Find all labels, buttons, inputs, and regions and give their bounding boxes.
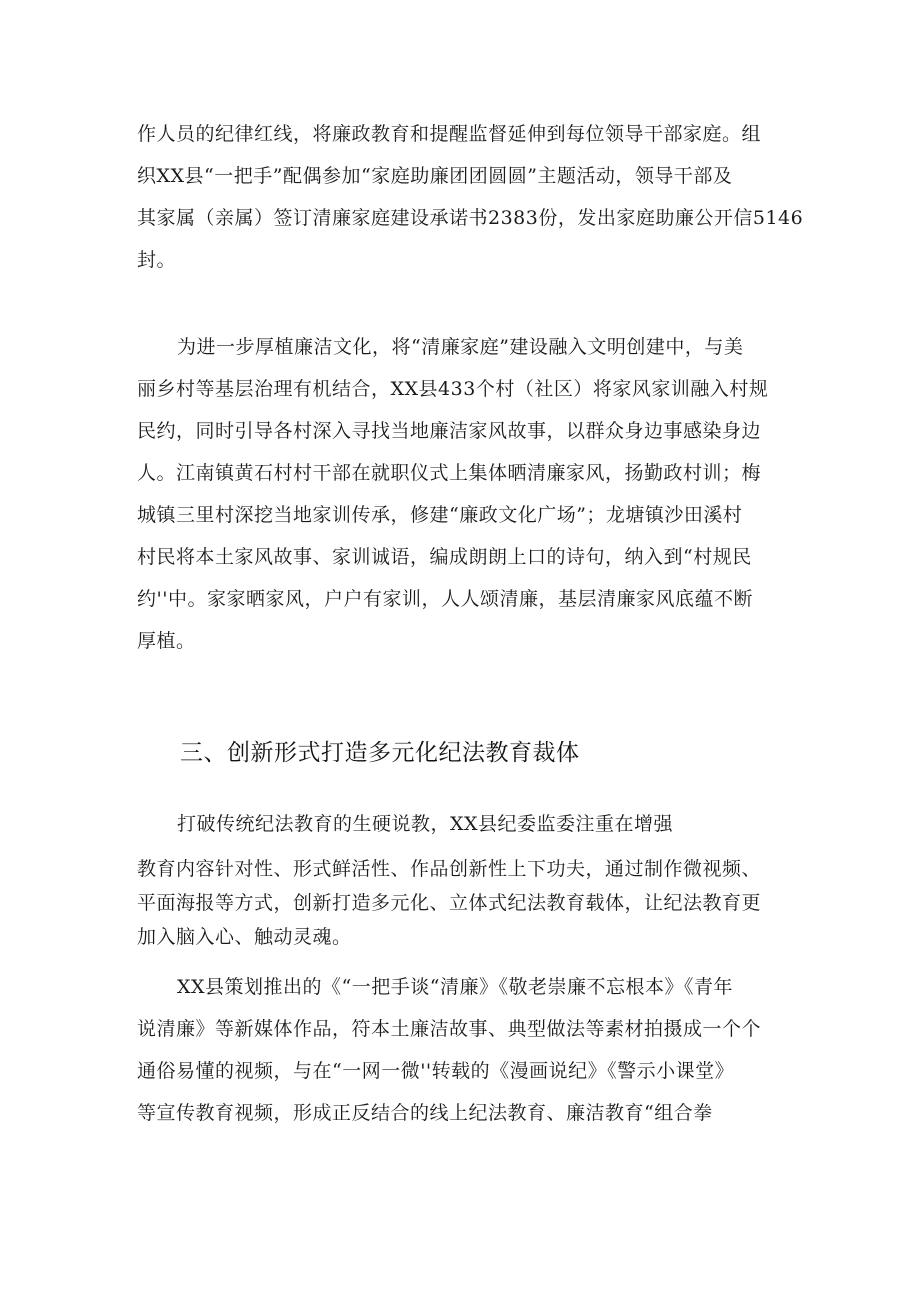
text-line: 厚植。	[137, 630, 196, 652]
text-line: 人。江南镇黄石村村干部在就职仪式上集体晒清廉家风，扬勤政村训；梅	[137, 462, 762, 484]
paragraph-new-media	[137, 966, 787, 1134]
text-line: 教育内容针对性、形式鲜活性、作品创新性上下功夫，通过制作微视频、	[137, 858, 762, 880]
text-line: 为进一步厚植廉洁文化，将“清廉家庭”建设融入文明创建中，与美	[177, 336, 744, 358]
text-line: 平面海报等方式，创新打造多元化、立体式纪法教育载体，让纪法教育更	[137, 892, 762, 914]
text-line: 其家属（亲属）签订清廉家庭建设承诺书2383份，发出家庭助廉公开信5146	[137, 207, 804, 229]
text-line: 丽乡村等基层治理有机结合，XX县433个村（社区）将家风家训融入村规	[137, 378, 769, 400]
text-line: 通俗易懂的视频，与在“一网一微''转载的《漫画说纪》《警示小课堂》	[137, 1060, 735, 1082]
text-line: 说清廉》等新媒体作品，符本土廉洁故事、典型做法等素材拍摄成一个个	[137, 1018, 762, 1040]
text-line: 等宣传教育视频，形成正反结合的线上纪法教育、廉洁教育“组合拳	[137, 1102, 713, 1124]
text-line: 民约，同时引导各村深入寻找当地廉洁家风故事，以群众身边事感染身边	[137, 420, 762, 442]
text-line: 打破传统纪法教育的生硬说教，XX县纪委监委注重在增强	[177, 813, 674, 835]
text-line: 作人员的纪律红线，将廉政教育和提醒监督延伸到每位领导干部家庭。组	[137, 123, 762, 145]
text-line: 封。	[137, 249, 177, 271]
paragraph-clean-culture	[137, 326, 787, 662]
text-line: 加入脑入心、触动灵魂。	[137, 926, 352, 948]
paragraph-education-intro	[137, 803, 787, 845]
text-line: 约''中。家家晒家风，户户有家训，人人颂清廉，基层清廉家风底蕴不断	[137, 588, 753, 610]
text-line: 织XX县“一把手”配偶参加“家庭助廉团团圆圆”主题活动，领导干部及	[137, 165, 733, 187]
paragraph-education-body	[137, 852, 787, 954]
paragraph-family-integrity	[137, 113, 804, 281]
text-line: 城镇三里村深挖当地家训传承，修建“廉政文化广场”；龙塘镇沙田溪村	[137, 504, 743, 526]
text-line: 村民将本土家风故事、家训诚语，编成朗朗上口的诗句，纳入到“村规民	[137, 546, 752, 568]
section-heading: 三、创新形式打造多元化纪法教育裁体	[180, 740, 580, 766]
text-line: XX县策划推出的《“一把手谈“清廉》《敬老崇廉不忘根本》《青年	[177, 976, 733, 998]
